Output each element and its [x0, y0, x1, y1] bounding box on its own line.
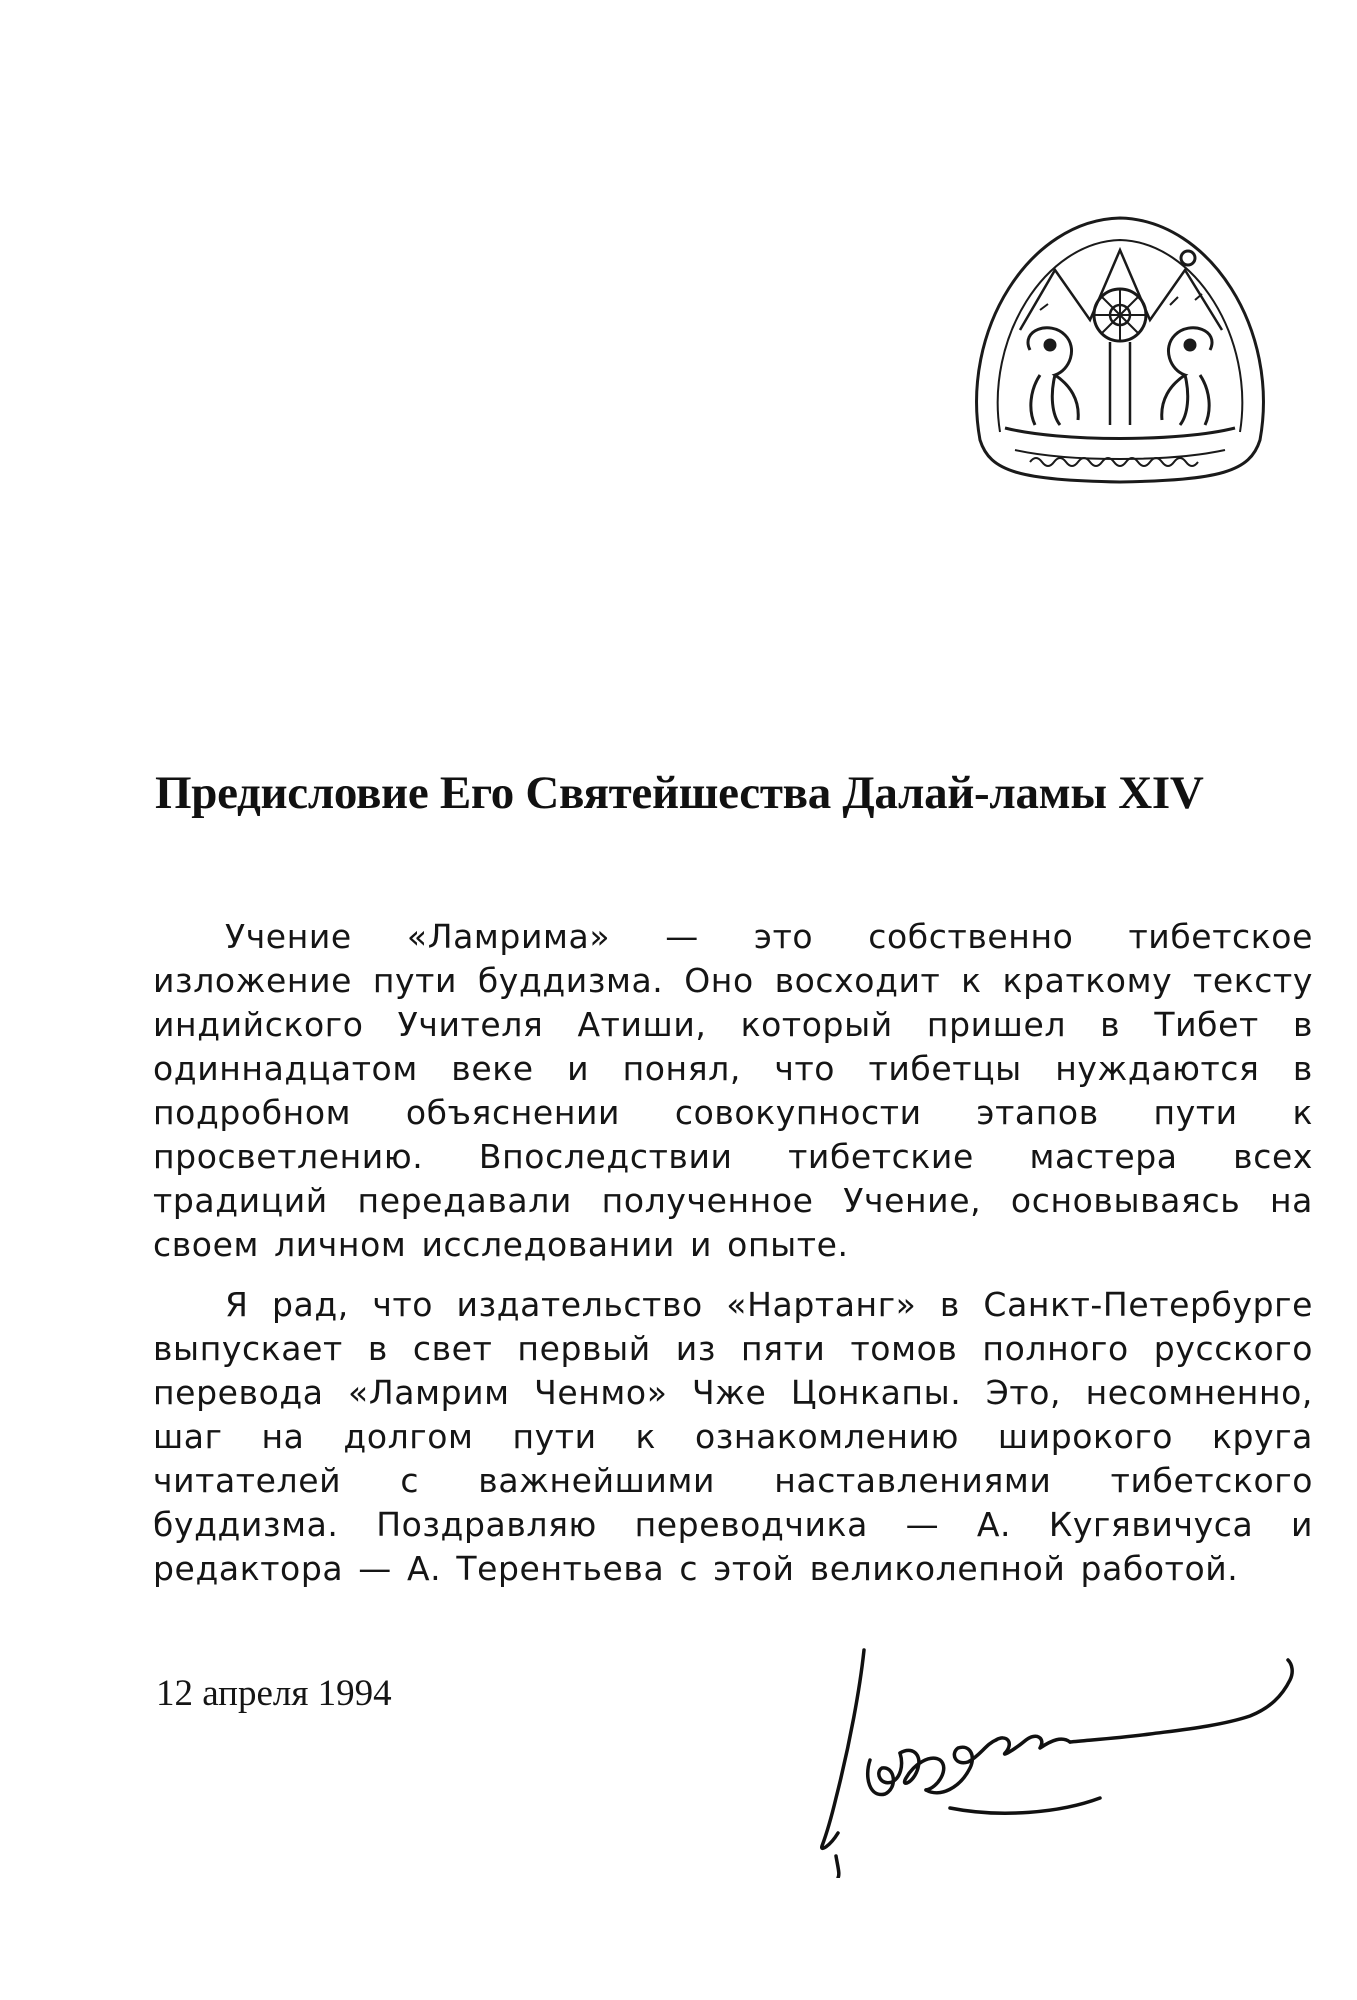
page-title: Предисловие Его Святейшества Далай-ламы XIV — [155, 767, 1204, 819]
date-line: 12 апреля 1994 — [156, 1673, 392, 1714]
paragraph: Я рад, что издательство «Нартанг» в Санкт-Петербурге выпускает в свет первый из пяти томов полного русского перевода «Ламрим Ченмо» Чже Цонкапы. Это, несомненно, шаг на долгом пути к ознакомлению широкого круга читателей с важнейшими наставлениями тибетского буддизма. Поздравляю переводчика — А. Кугявичуса и редактора — А. Терентьева с этой великолепной работой. — [153, 1285, 1313, 1588]
dalai-lama-seal-icon — [960, 210, 1280, 490]
handwritten-signature-icon — [800, 1648, 1320, 1878]
paragraph: Учение «Ламрима» — это собственно тибетское изложение пути буддизма. Оно восходит к краткому тексту индийского Учителя Атиши, который пришел в Тибет в одиннадцатом веке и понял, что тибетцы нуждаются в подробном объяснении совокупности этапов пути к просветлению. Впоследствии тибетские мастера всех традиций передавали полученное Учение, основываясь на своем личном исследовании и опыте. — [153, 917, 1313, 1264]
body-text — [153, 915, 1313, 1607]
